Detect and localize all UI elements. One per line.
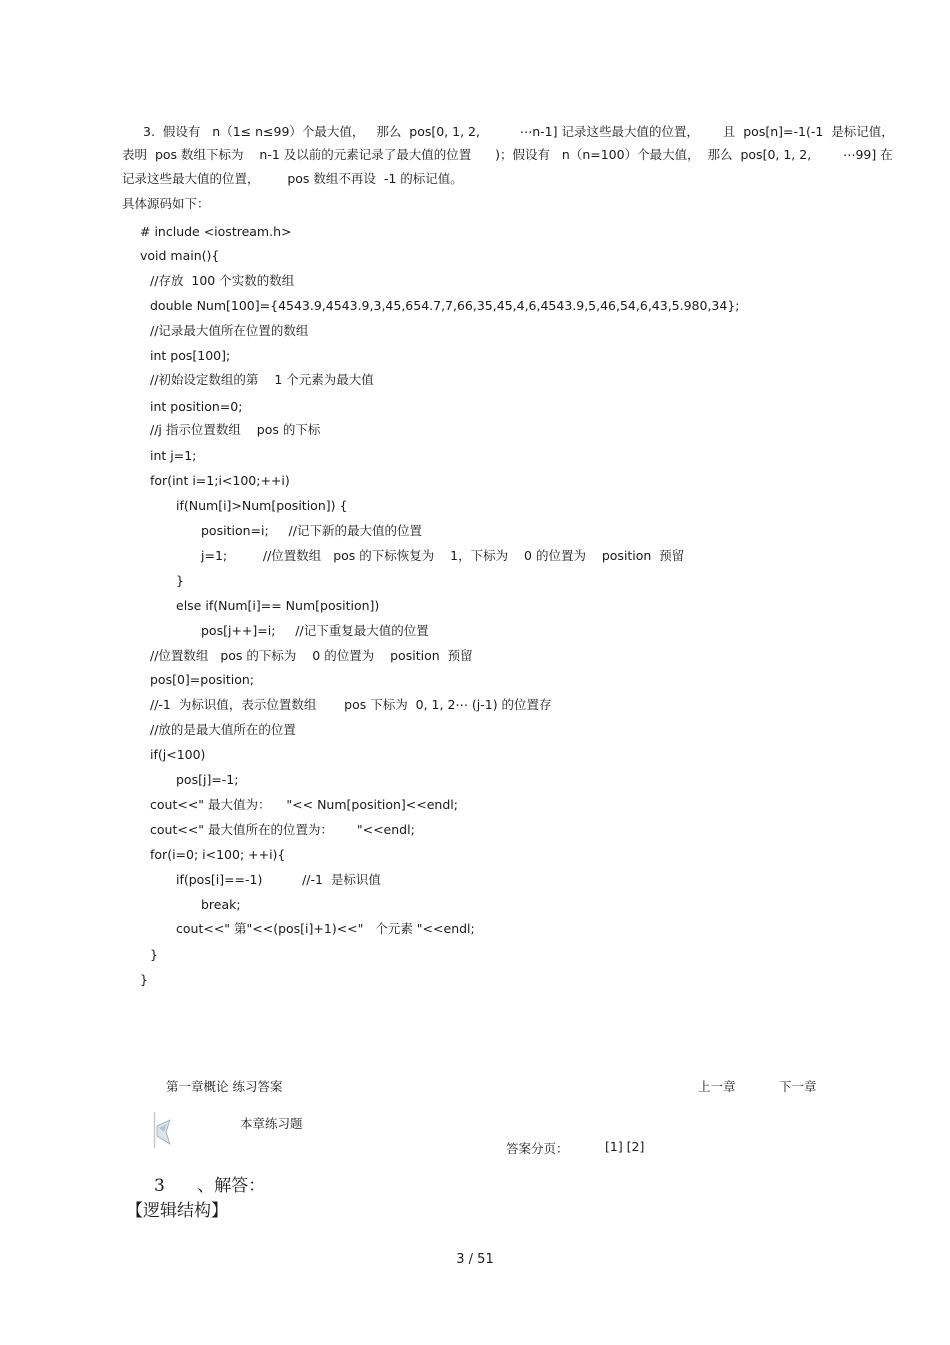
pagination-label: 答案分页： (506, 1141, 569, 1156)
intro-line-2: 表明 pos 数组下标为 n-1 及以前的元素记录了最大值的位置 )；假设有 n（n=100）个最大值， 那么 pos[0, 1, 2, ⋯99] 在 (122, 147, 893, 162)
code-line: cout<<" 最大值所在的位置为： "<<endl; (150, 822, 415, 837)
page-number: 3 / 51 (456, 1252, 494, 1267)
code-line: break; (201, 897, 241, 912)
code-line: for(int i=1;i<100;++i) (150, 473, 290, 488)
code-line: //放的是最大值所在的位置 (150, 722, 296, 737)
intro-line-4: 具体源码如下： (122, 196, 210, 211)
prev-chapter-link[interactable]: 上一章 (698, 1079, 736, 1094)
code-line: pos[j]=-1; (176, 772, 239, 787)
intro-line-1: 3. 假设有 n（1≤ n≤99）个最大值， 那么 pos[0, 1, 2, ⋯n-1] 记录这些最大值的位置， 且 pos[n]=-1(-1 是标记值， (143, 124, 894, 139)
code-line: int position=0; (150, 399, 243, 414)
code-line: } (176, 573, 184, 588)
code-line: pos[j++]=i; //记下重复最大值的位置 (201, 623, 429, 638)
code-line: # include <iostream.h> (140, 224, 292, 239)
code-line: int pos[100]; (150, 348, 231, 363)
chapter-title: 第一章概论 练习答案 (166, 1079, 283, 1094)
code-line: //-1 为标识值，表示位置数组 pos 下标为 0, 1, 2⋯ (j-1) 的位置存 (150, 697, 552, 712)
code-line: if(j<100) (150, 747, 206, 762)
page-icon (153, 1112, 173, 1148)
code-line: if(Num[i]>Num[position]) { (176, 498, 348, 513)
code-line: //存放 100 个实数的数组 (150, 273, 295, 288)
logic-structure-heading: 【逻辑结构】 (126, 1201, 228, 1221)
next-chapter-link[interactable]: 下一章 (779, 1079, 817, 1094)
code-line: } (140, 972, 148, 987)
code-line: cout<<" 第"<<(pos[i]+1)<<" 个元素 "<<endl; (176, 921, 475, 936)
intro-line-3: 记录这些最大值的位置， pos 数组不再设 -1 的标记值。 (122, 171, 463, 186)
code-line: //初始设定数组的第 1 个元素为最大值 (150, 372, 374, 387)
code-line: void main(){ (140, 248, 220, 263)
code-line: j=1; //位置数组 pos 的下标恢复为 1，下标为 0 的位置为 position 预留 (201, 548, 685, 563)
code-line: double Num[100]={4543.9,4543.9,3,45,654.7,7,66,35,45,4,6,4543.9,5,46,54,6,43,5.980,34}; (150, 298, 740, 313)
answer-heading: 3 、解答： (154, 1176, 266, 1196)
code-line: //j 指示位置数组 pos 的下标 (150, 422, 321, 437)
page-links[interactable]: [1] [2] (605, 1139, 645, 1154)
code-line: int j=1; (150, 448, 197, 463)
code-line: pos[0]=position; (150, 672, 254, 687)
code-line: } (150, 947, 158, 962)
exercise-link[interactable]: 本章练习题 (240, 1116, 303, 1131)
code-line: cout<<" 最大值为： "<< Num[position]<<endl; (150, 797, 458, 812)
code-line: for(i=0; i<100; ++i){ (150, 847, 286, 862)
code-line: else if(Num[i]== Num[position]) (176, 598, 380, 613)
code-line: position=i; //记下新的最大值的位置 (201, 523, 422, 538)
code-line: //记录最大值所在位置的数组 (150, 323, 309, 338)
code-line: if(pos[i]==-1) //-1 是标识值 (176, 872, 381, 887)
code-line: //位置数组 pos 的下标为 0 的位置为 position 预留 (150, 648, 473, 663)
